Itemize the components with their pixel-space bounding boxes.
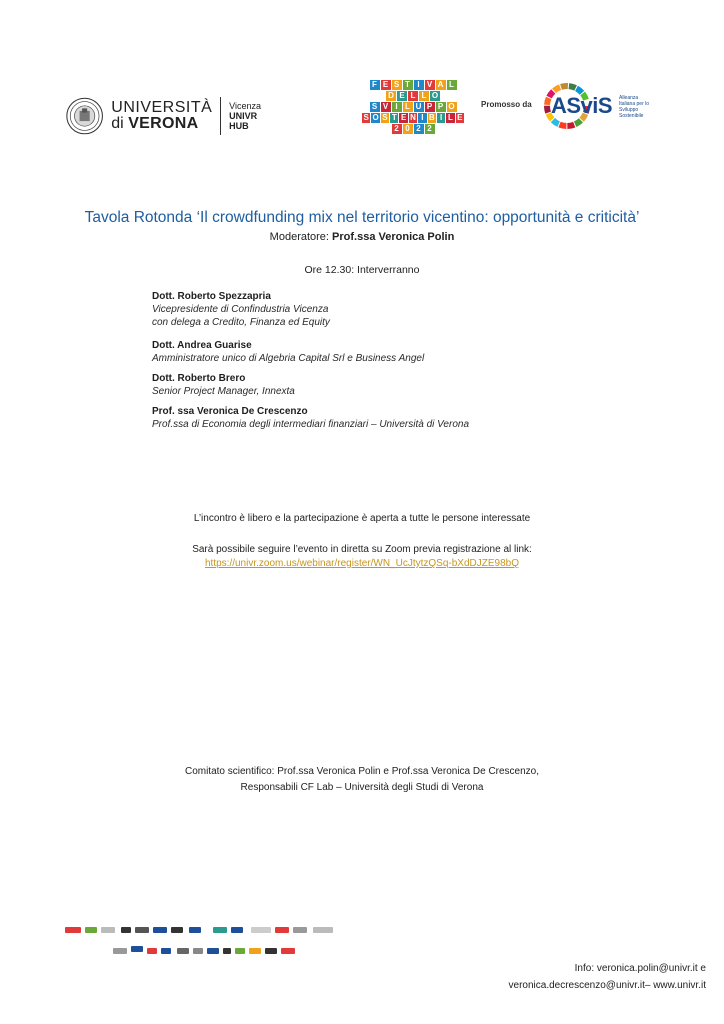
sponsor-logo: [223, 948, 231, 954]
sponsor-logo: [281, 948, 295, 954]
logo-divider: [220, 97, 221, 135]
contact-info: [509, 960, 706, 994]
festival-letter: P: [436, 102, 446, 112]
festival-letter: N: [410, 113, 416, 122]
festival-letter: S: [382, 113, 388, 122]
festival-letter: E: [397, 91, 407, 101]
festival-letter: S: [370, 102, 380, 112]
asvis-wordmark: ASviS: [551, 93, 613, 118]
speaker-name: Dott. Andrea Guarise: [152, 340, 252, 351]
speaker-item: [152, 405, 572, 431]
festival-letter: V: [425, 80, 435, 90]
sponsor-logo: [65, 927, 81, 933]
speaker-role: Senior Project Manager, Innexta: [152, 386, 295, 397]
speaker-item: [152, 290, 572, 329]
zoom-note: Sarà possibile seguire l’evento in diretta su Zoom previa registrazione al link:: [192, 544, 532, 555]
speaker-role: Prof.ssa di Economia degli intermediari finanziari – Università di Verona: [152, 419, 470, 430]
festival-letter: I: [437, 113, 445, 123]
university-name-bold: VERONA: [128, 115, 199, 132]
festival-letter: O: [372, 113, 379, 122]
sponsor-logo: [121, 927, 131, 933]
scientific-committee: [0, 764, 724, 796]
sponsor-logo: [207, 948, 219, 954]
festival-row-2: [362, 91, 464, 101]
sponsor-logo: [177, 948, 189, 954]
speaker-name: Dott. Roberto Brero: [152, 373, 246, 384]
sponsor-logo: [231, 927, 243, 933]
sponsor-logo: [251, 927, 271, 933]
festival-letter: I: [392, 102, 402, 112]
festival-letter: 2: [392, 124, 402, 134]
moderator-line: [0, 231, 724, 243]
festival-letter: B: [428, 113, 435, 122]
festival-row-1: [362, 80, 464, 90]
festival-letter: U: [414, 102, 424, 112]
festival-letter: E: [457, 113, 463, 122]
festival-letter: E: [381, 80, 391, 90]
moderator-label: Moderatore:: [269, 231, 329, 243]
university-name-line1: UNIVERSITÀ: [111, 99, 213, 116]
festival-row-5: [362, 124, 464, 134]
speaker-role: Vicepresidente di Confindustria Vicenza: [152, 304, 329, 315]
sponsor-logo: [293, 927, 307, 933]
festival-letter: S: [363, 113, 369, 122]
speaker-role: Amministratore unico di Algebria Capital Srl e Business Angel: [152, 353, 425, 364]
hub-line1: Vicenza: [229, 101, 261, 111]
sponsor-logo: [85, 927, 97, 933]
free-entry-note: L’incontro è libero e la partecipazione è aperta a tutte le persone interessate: [193, 513, 531, 524]
festival-letter: L: [419, 91, 429, 101]
sponsor-logo: [193, 948, 203, 954]
festival-letter: E: [400, 113, 407, 122]
contact-line1[interactable]: Info: veronica.polin@univr.it e: [574, 963, 706, 974]
festival-row-4: [362, 113, 464, 123]
festival-row-3: [362, 102, 464, 112]
speaker-item: [152, 339, 572, 365]
zoom-registration-link[interactable]: https://univr.zoom.us/webinar/register/WN_UcJtytzQSq-bXdDJZE98bQ: [204, 558, 519, 569]
sponsor-logo: [265, 948, 277, 954]
festival-letter: T: [403, 80, 413, 90]
sponsor-logo: [161, 948, 171, 954]
festival-letter: 2: [425, 124, 435, 134]
event-title: Tavola Rotonda ‘Il crowdfunding mix nel territorio vicentino: opportunità e criticità’: [84, 209, 640, 226]
festival-letter: T: [391, 113, 397, 122]
sponsor-logo-strip: [65, 918, 355, 962]
sponsor-logo: [113, 948, 127, 954]
sponsor-logo: [135, 927, 149, 933]
committee-line1: Comitato scientifico: Prof.ssa Veronica Polin e Prof.ssa Veronica De Crescenzo,: [184, 766, 540, 777]
sponsor-logo: [101, 927, 115, 933]
speaker-role: con delega a Credito, Finanza ed Equity: [152, 317, 330, 328]
festival-letter: O: [431, 91, 439, 100]
sponsor-logo: [153, 927, 167, 933]
festival-letter: L: [403, 102, 413, 112]
event-time: Ore 12.30: Interverranno: [304, 264, 420, 276]
festival-letter: L: [447, 113, 453, 122]
festival-letter: 0: [403, 124, 413, 134]
festival-letter: I: [414, 80, 424, 90]
festival-letter: L: [408, 91, 418, 101]
festival-logo: [362, 80, 464, 133]
festival-letter: P: [425, 102, 435, 112]
festival-letter: 2: [414, 124, 424, 134]
university-name-prefix: di: [111, 115, 124, 132]
hub-line2: UNIVR: [229, 111, 258, 121]
sponsor-logo: [131, 946, 143, 952]
festival-letter: I: [418, 113, 426, 123]
univr-hub-label: [229, 101, 261, 131]
sponsor-logo: [235, 948, 245, 954]
festival-letter: A: [436, 80, 446, 90]
committee-line2: Responsabili CF Lab – Università degli Studi di Verona: [240, 782, 484, 793]
university-name: [111, 100, 212, 132]
speaker-name: Dott. Roberto Spezzapria: [152, 291, 271, 302]
speaker-list: [152, 290, 572, 438]
festival-letter: D: [386, 91, 396, 101]
festival-letter: O: [448, 102, 455, 111]
sponsor-logo: [171, 927, 183, 933]
festival-letter: V: [381, 102, 391, 112]
festival-letter: L: [447, 80, 457, 90]
sponsor-logo: [147, 948, 157, 954]
asvis-subtitle: Alleanza Italiana per lo Sviluppo Sostenibile: [619, 95, 650, 119]
sponsor-logo: [313, 927, 333, 933]
sponsor-logo: [249, 948, 261, 954]
sponsor-logo: [213, 927, 227, 933]
sponsor-logo: [189, 927, 201, 933]
moderator-name: Prof.ssa Veronica Polin: [332, 231, 455, 243]
speaker-name: Prof. ssa Veronica De Crescenzo: [152, 406, 308, 417]
asvis-logo: [543, 82, 651, 130]
festival-letter: S: [392, 80, 402, 90]
festival-letter: F: [370, 80, 380, 90]
speaker-item: [152, 372, 572, 398]
university-seal-icon: [66, 94, 103, 138]
sponsor-logo: [275, 927, 289, 933]
univr-logo: [66, 93, 261, 139]
contact-line2[interactable]: veronica.decrescenzo@univr.it– www.univr.it: [508, 980, 706, 991]
university-name-line2: [111, 116, 212, 132]
promoted-by-label: Promosso da: [481, 100, 532, 109]
hub-line3: HUB: [229, 121, 249, 131]
